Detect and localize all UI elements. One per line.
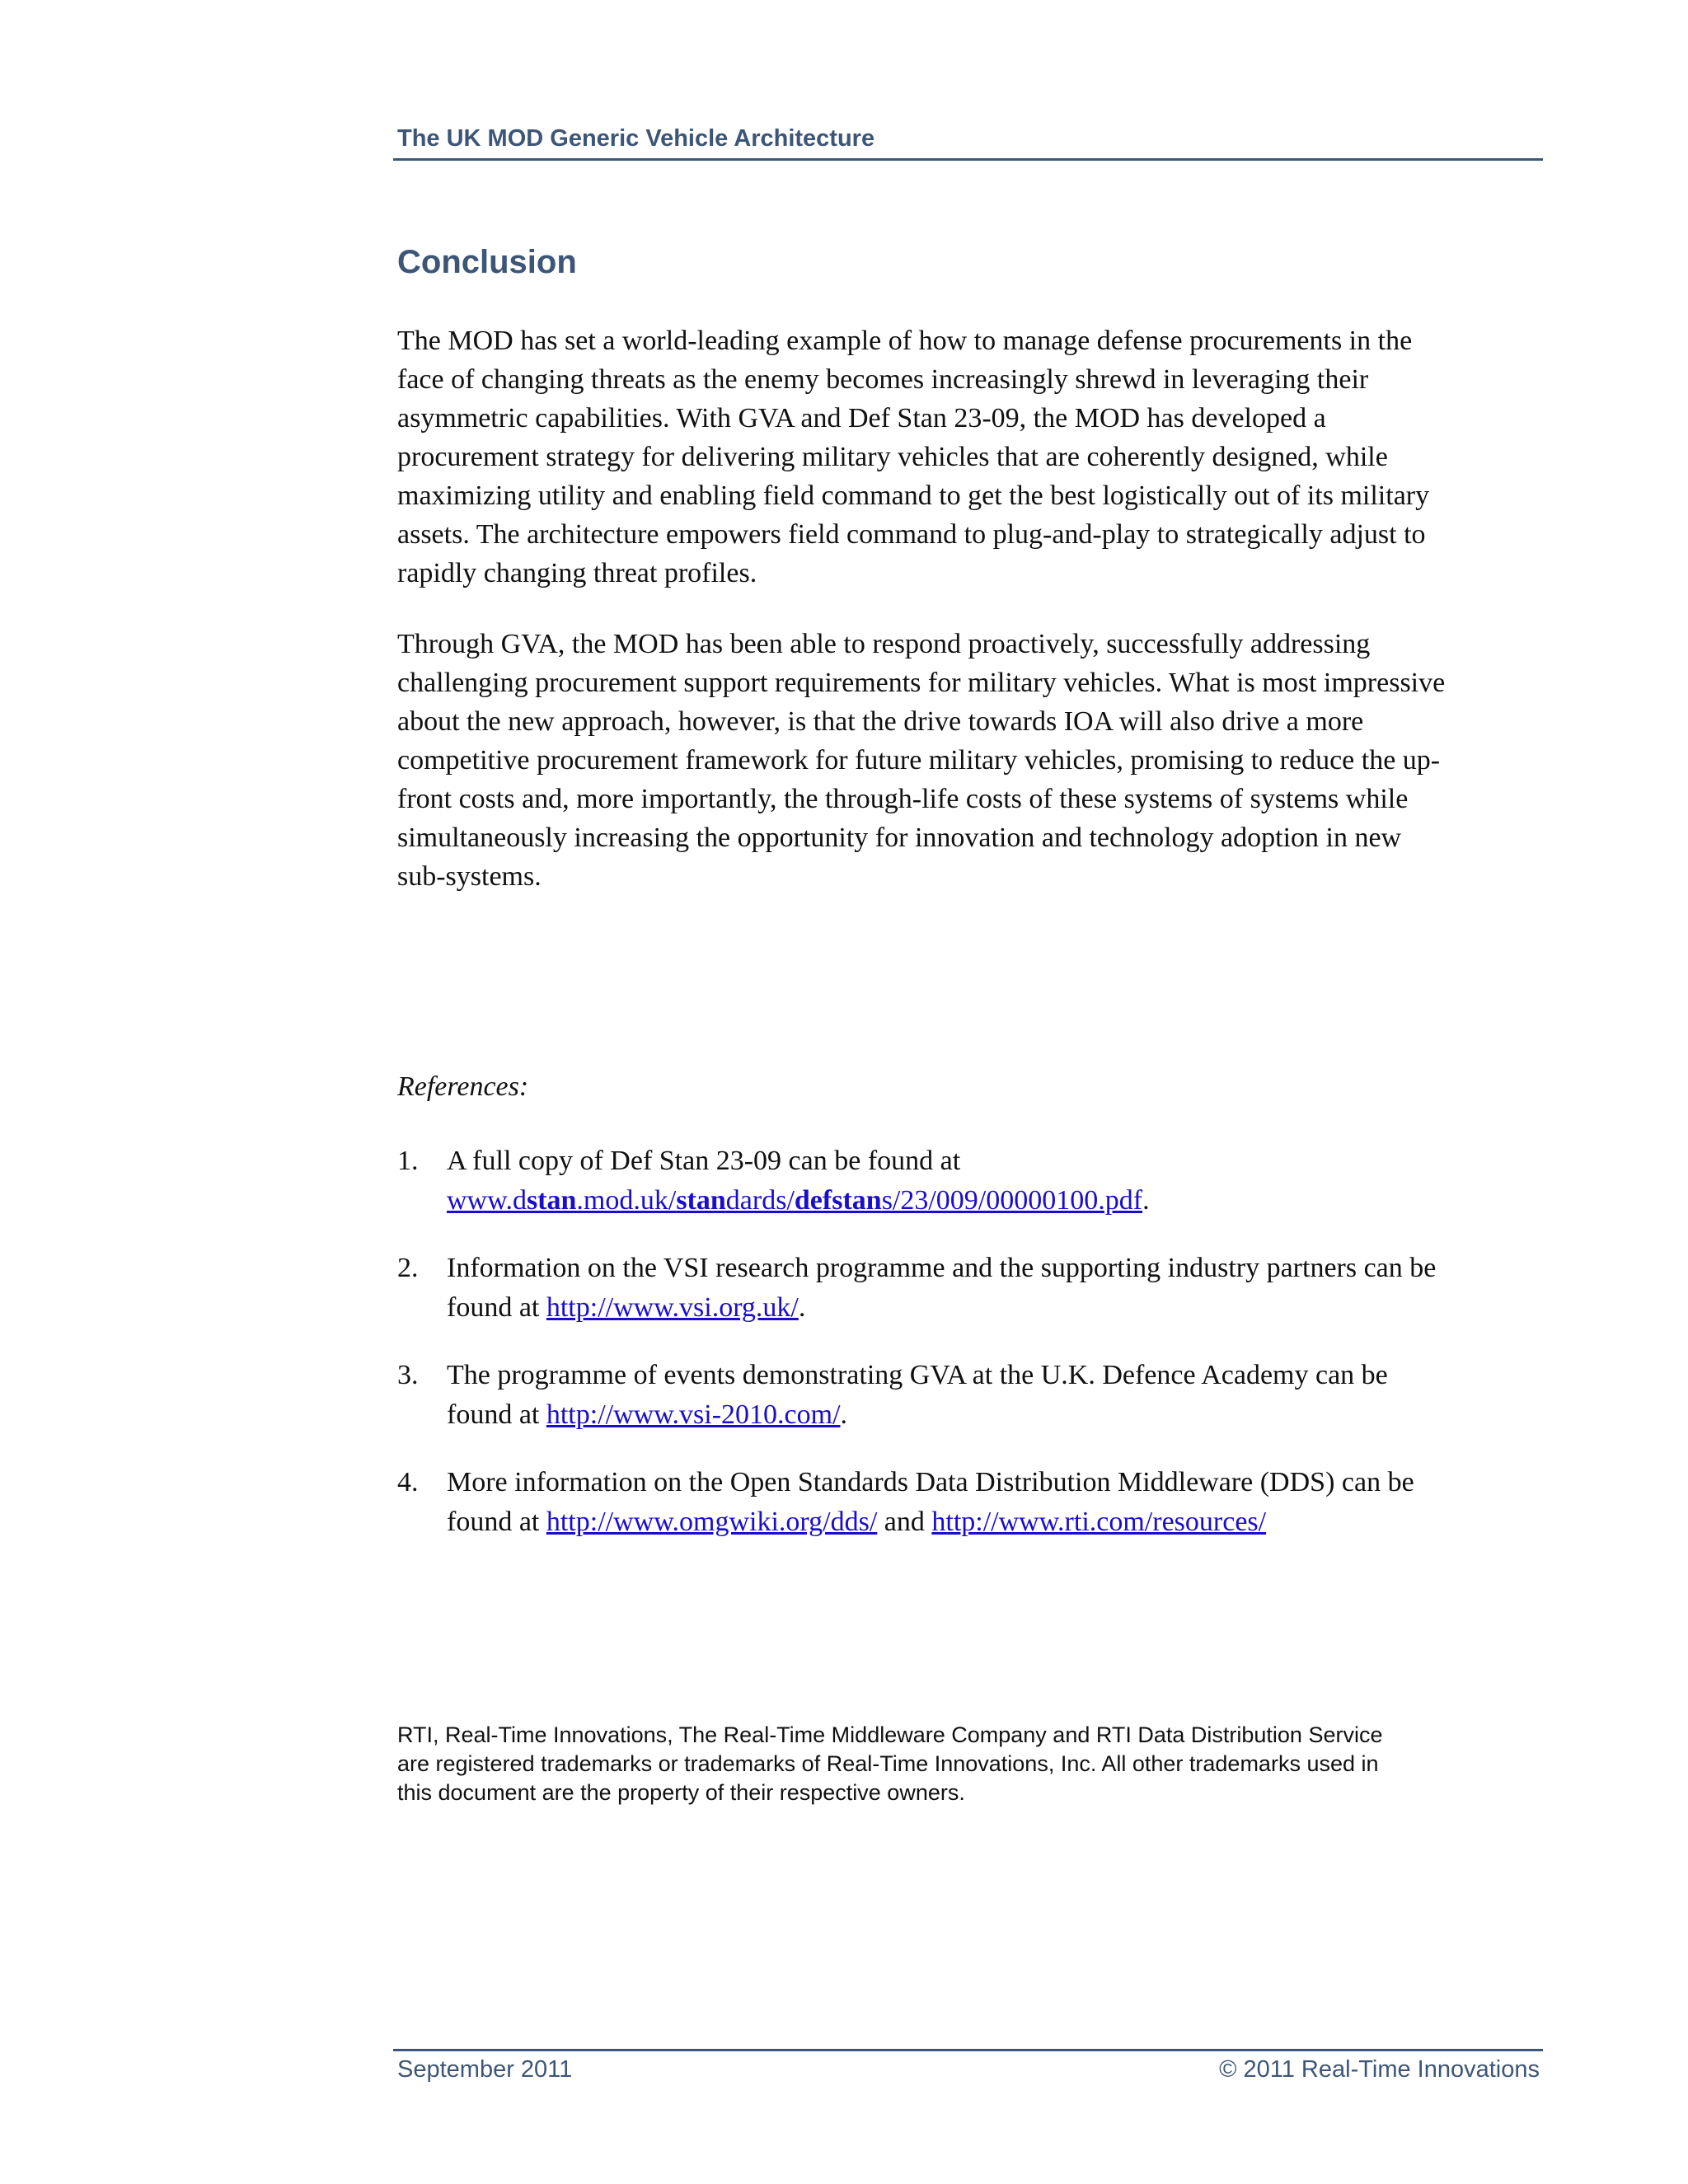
reference-tail: . bbox=[1142, 1185, 1150, 1216]
references-heading: References: bbox=[397, 1071, 529, 1102]
reference-tail: . bbox=[840, 1399, 848, 1430]
link-part: .mod.uk/ bbox=[576, 1185, 677, 1216]
paragraph: Through GVA, the MOD has been able to respond proactively, successfully addressing challenging procurement support requirements for military vehicles. What is most impressive about the new approach, however, is that the drive towards IOA will also drive a more competitive procurement framework for future military vehicles, promising to reduce the up- front costs and, more importantly, the through-life costs of these systems of systems while simultaneously increasing the opportunity for innovation and technology adoption in new sub-systems. bbox=[397, 629, 1446, 892]
trademark-notice: RTI, Real-Time Innovations, The Real-Time Middleware Company and RTI Data Distribution Service are registered trademarks or trademarks of Real-Time Innovations, Inc. All other trademarks used in this document are the property of their respective owners. bbox=[397, 1722, 1383, 1805]
reference-text: Information on the VSI research programme and the supporting industry partners can be bbox=[447, 1253, 1437, 1283]
reference-conjunction: and bbox=[877, 1507, 932, 1537]
reference-link-line bbox=[447, 1395, 1543, 1435]
reference-text: The programme of events demonstrating GVA at the U.K. Defence Academy can be bbox=[447, 1360, 1388, 1390]
reference-item bbox=[397, 1463, 1543, 1542]
link-part: www.d bbox=[447, 1185, 527, 1216]
footer-date: September 2011 bbox=[397, 2056, 573, 2083]
reference-number: 4. bbox=[397, 1467, 419, 1497]
header-rule bbox=[393, 158, 1543, 161]
reference-link[interactable]: http://www.omgwiki.org/dds/ bbox=[546, 1507, 878, 1537]
footer-copyright: © 2011 Real-Time Innovations bbox=[1219, 2056, 1540, 2083]
section-title: Conclusion bbox=[397, 244, 577, 280]
reference-link-line bbox=[447, 1288, 1543, 1328]
link-part-bold: defstan bbox=[794, 1185, 882, 1216]
references-list bbox=[397, 1141, 1543, 1570]
reference-prefix: found at bbox=[447, 1399, 546, 1430]
reference-text: More information on the Open Standards Data Distribution Middleware (DDS) can be bbox=[447, 1467, 1414, 1497]
reference-link[interactable]: http://www.vsi.org.uk/ bbox=[546, 1292, 799, 1323]
reference-number: 2. bbox=[397, 1253, 419, 1283]
reference-link-line bbox=[447, 1502, 1543, 1542]
link-part: dards/ bbox=[725, 1185, 795, 1216]
paragraph: The MOD has set a world-leading example of how to manage defense procurements in the face of changing threats as the enemy becomes increasingly shrewd in leveraging their asymmetric capabilities. With GVA and Def Stan 23-09, the MOD has developed a procurement strategy for delivering military vehicles that are coherently designed, while maximizing utility and enabling field command to get the best logistically out of its military assets. The architecture empowers field command to plug-and-play to strategically adjust to rapidly changing threat profiles. bbox=[397, 326, 1430, 588]
reference-prefix: found at bbox=[447, 1507, 546, 1537]
reference-item bbox=[397, 1249, 1543, 1328]
link-part: s/23/009/00000100.pdf bbox=[881, 1185, 1143, 1216]
reference-item bbox=[397, 1356, 1543, 1435]
reference-number: 1. bbox=[397, 1146, 419, 1176]
reference-link-line bbox=[447, 1181, 1543, 1221]
reference-tail: . bbox=[798, 1292, 806, 1323]
reference-number: 3. bbox=[397, 1360, 419, 1390]
link-part-bold: stan bbox=[676, 1185, 726, 1216]
running-header: The UK MOD Generic Vehicle Architecture bbox=[397, 125, 875, 152]
reference-link[interactable]: http://www.vsi-2010.com/ bbox=[546, 1399, 841, 1430]
reference-text: A full copy of Def Stan 23-09 can be found at bbox=[447, 1146, 961, 1176]
link-part-bold: stan bbox=[526, 1185, 577, 1216]
footer-rule bbox=[393, 2049, 1543, 2051]
reference-prefix: found at bbox=[447, 1292, 546, 1323]
document-page bbox=[397, 0, 1543, 2184]
reference-link[interactable]: http://www.rti.com/resources/ bbox=[931, 1507, 1267, 1537]
reference-link[interactable] bbox=[447, 1185, 1142, 1216]
reference-item bbox=[397, 1141, 1543, 1221]
